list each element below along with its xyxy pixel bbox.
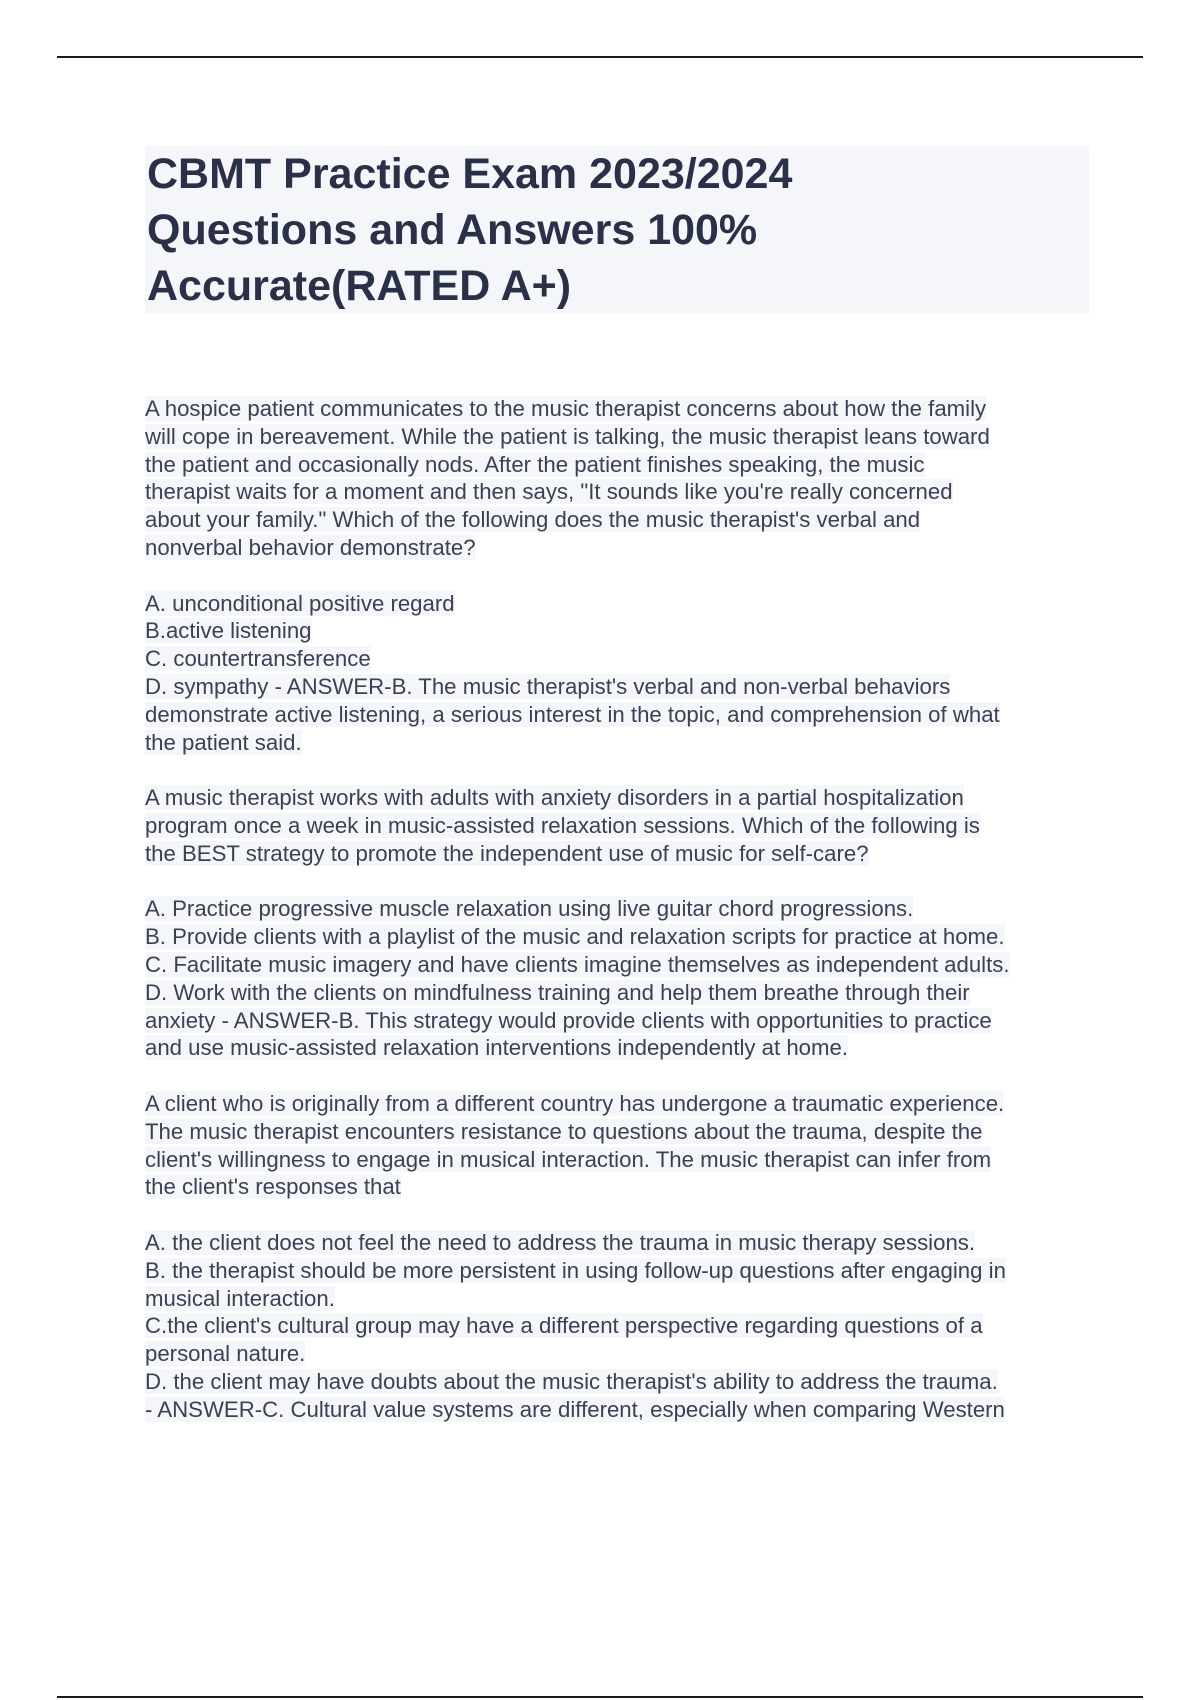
top-rule <box>57 56 1143 58</box>
text-line: the patient and occasionally nods. After the patient finishes speaking, the music <box>145 451 925 477</box>
question-3 <box>145 1090 1095 1201</box>
text-line: C.the client's cultural group may have a different perspective regarding questions of a <box>145 1313 983 1339</box>
text-line: D. the client may have doubts about the music therapist's ability to address the trauma. <box>145 1368 998 1394</box>
text-line: personal nature. <box>145 1341 306 1367</box>
answer-options-3 <box>145 1229 1095 1424</box>
text-line: The music therapist encounters resistance to questions about the trauma, despite the <box>145 1118 983 1144</box>
text-line: therapist waits for a moment and then says, "It sounds like you're really concerned <box>145 479 953 505</box>
text-line: will cope in bereavement. While the patient is talking, the music therapist leans toward <box>145 423 990 449</box>
document-body <box>145 395 1095 1451</box>
text-line: B. Provide clients with a playlist of the music and relaxation scripts for practice at home. <box>145 924 1005 950</box>
text-line: nonverbal behavior demonstrate? <box>145 534 476 560</box>
text-line: about your family." Which of the following does the music therapist's verbal and <box>145 507 921 533</box>
answer-options-1 <box>145 590 1095 757</box>
document-title <box>145 146 1089 313</box>
title-line: Accurate(RATED A+) <box>147 262 572 310</box>
text-line: A hospice patient communicates to the music therapist concerns about how the family <box>145 396 987 421</box>
text-line: B.active listening <box>145 618 312 644</box>
title-line: CBMT Practice Exam 2023/2024 <box>147 150 793 198</box>
text-line: D. sympathy - ANSWER-B. The music therapist's verbal and non-verbal behaviors <box>145 673 951 699</box>
text-line: A. the client does not feel the need to address the trauma in music therapy sessions. <box>145 1229 976 1255</box>
text-line: anxiety - ANSWER-B. This strategy would provide clients with opportunities to practice <box>145 1007 992 1033</box>
title-line: Questions and Answers 100% <box>147 206 758 254</box>
text-line: A. unconditional positive regard <box>145 590 455 616</box>
text-line: A client who is originally from a different country has undergone a traumatic experience. <box>145 1090 1005 1116</box>
text-line: demonstrate active listening, a serious interest in the topic, and comprehension of what <box>145 701 1000 727</box>
text-line: - ANSWER-C. Cultural value systems are different, especially when comparing Western <box>145 1396 1005 1422</box>
text-line: A music therapist works with adults with anxiety disorders in a partial hospitalization <box>145 785 964 811</box>
answer-options-2 <box>145 895 1095 1062</box>
text-line: the BEST strategy to promote the independent use of music for self-care? <box>145 840 869 866</box>
text-line: C. Facilitate music imagery and have clients imagine themselves as independent adults. <box>145 951 1010 977</box>
text-line: C. countertransference <box>145 646 371 672</box>
text-line: A. Practice progressive muscle relaxation using live guitar chord progressions. <box>145 896 914 922</box>
text-line: the patient said. <box>145 729 302 755</box>
bottom-rule <box>57 1696 1143 1698</box>
text-line: musical interaction. <box>145 1285 335 1311</box>
text-line: the client's responses that <box>145 1174 401 1200</box>
text-line: client's willingness to engage in musical interaction. The music therapist can infer from <box>145 1146 992 1172</box>
question-2 <box>145 784 1095 867</box>
text-line: program once a week in music-assisted relaxation sessions. Which of the following is <box>145 812 980 838</box>
text-line: B. the therapist should be more persistent in using follow-up questions after engaging in <box>145 1257 1006 1283</box>
text-line: D. Work with the clients on mindfulness training and help them breathe through their <box>145 979 970 1005</box>
question-1 <box>145 395 1095 562</box>
text-line: and use music-assisted relaxation interventions independently at home. <box>145 1035 849 1061</box>
